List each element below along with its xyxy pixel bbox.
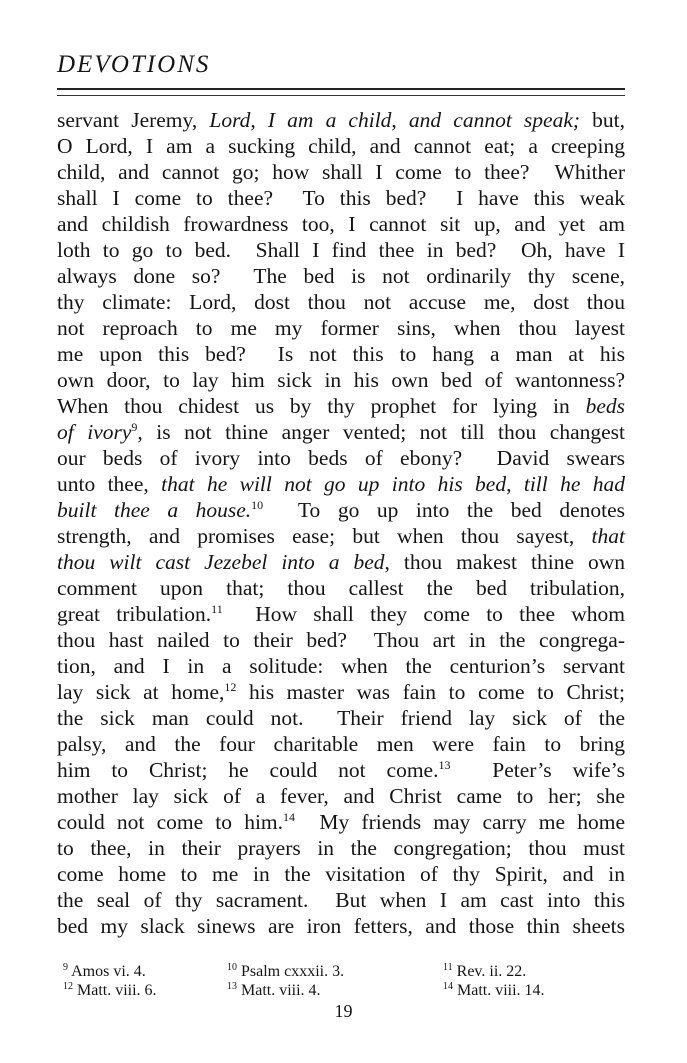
text-span: , bbox=[250, 108, 268, 132]
text-span: strength, and promises ease; but when thou sayest, bbox=[57, 524, 592, 548]
footnote-reference: Matt. viii. 4. bbox=[237, 982, 321, 999]
footnote-number: 14 bbox=[443, 981, 453, 992]
footnote bbox=[227, 981, 321, 1000]
text-span: , is not thine anger vented; not till thou changest bbox=[137, 420, 626, 444]
text-line bbox=[57, 783, 625, 809]
text-span: child, and cannot go; how shall I come to thee? Whither bbox=[57, 160, 625, 184]
header-rule-thin bbox=[57, 95, 625, 96]
footnote-number: 12 bbox=[63, 981, 73, 992]
italic-span: built thee a house. bbox=[57, 498, 252, 522]
text-span: How shall they come to thee whom bbox=[222, 602, 625, 626]
text-line bbox=[57, 809, 625, 835]
footnote-marker: 9 bbox=[131, 420, 138, 434]
text-line bbox=[57, 887, 625, 913]
italic-span: I am a child bbox=[267, 108, 392, 132]
footnote-number: 10 bbox=[227, 962, 237, 973]
text-line bbox=[57, 419, 625, 445]
text-span: Peter’s wife’s bbox=[450, 758, 625, 782]
text-line bbox=[57, 393, 625, 419]
italic-span: of ivory bbox=[57, 420, 132, 444]
italic-span: and cannot speak; bbox=[408, 108, 581, 132]
text-line bbox=[57, 679, 625, 705]
italic-span: thou wilt cast Jezebel into a bed bbox=[57, 550, 385, 574]
text-line bbox=[57, 835, 625, 861]
text-line bbox=[57, 159, 625, 185]
italic-span: that he will not go up into his bed bbox=[161, 472, 507, 496]
text-span: , bbox=[391, 108, 409, 132]
footnote-marker: 11 bbox=[211, 602, 223, 616]
body-text bbox=[57, 107, 625, 939]
footnote-reference: Matt. viii. 14. bbox=[453, 982, 545, 999]
footnote-reference: Amos vi. 4. bbox=[68, 963, 146, 980]
italic-span: beds bbox=[585, 394, 625, 418]
text-line bbox=[57, 445, 625, 471]
running-head: DEVOTIONS bbox=[57, 51, 211, 78]
text-line bbox=[57, 601, 625, 627]
text-span: lay sick at home, bbox=[57, 680, 225, 704]
text-line bbox=[57, 341, 625, 367]
italic-span: till he had bbox=[523, 472, 626, 496]
text-span: our beds of ivory into beds of ebony? David swears bbox=[57, 446, 625, 470]
text-line bbox=[57, 705, 625, 731]
page-number: 19 bbox=[334, 1001, 353, 1021]
text-span: O Lord, I am a sucking child, and cannot eat; a creeping bbox=[57, 134, 625, 158]
text-span: shall I come to thee? To this bed? I have this weak bbox=[57, 186, 625, 210]
text-line bbox=[57, 315, 625, 341]
text-span: tion, and I in a solitude: when the centurion’s servant bbox=[57, 654, 625, 678]
footnote-reference: Matt. viii. 6. bbox=[73, 982, 157, 999]
text-line bbox=[57, 861, 625, 887]
footnote bbox=[443, 962, 526, 981]
footnote-marker: 10 bbox=[251, 498, 264, 512]
footnote-row bbox=[57, 962, 625, 981]
text-line bbox=[57, 263, 625, 289]
text-span: always done so? The bed is not ordinarily thy scene, bbox=[57, 264, 625, 288]
text-span: the sick man could not. Their friend lay sick of the bbox=[57, 706, 625, 730]
text-line bbox=[57, 627, 625, 653]
text-span: palsy, and the four charitable men were fain to bring bbox=[57, 732, 625, 756]
text-span: servant Jeremy, bbox=[57, 108, 210, 132]
text-span: but, bbox=[580, 108, 625, 132]
text-line bbox=[57, 185, 625, 211]
text-span: and childish frowardness too, I cannot sit up, and yet am bbox=[57, 212, 625, 236]
footnote-marker: 14 bbox=[283, 810, 296, 824]
text-span: me upon this bed? Is not this to hang a man at his bbox=[57, 342, 625, 366]
footnote bbox=[63, 962, 146, 981]
text-span: loth to go to bed. Shall I find thee in bed? Oh, have I bbox=[57, 238, 625, 262]
text-span: come home to me in the visitation of thy Spirit, and in bbox=[57, 862, 625, 886]
text-span: , thou makest thine own bbox=[384, 550, 626, 574]
text-line bbox=[57, 523, 625, 549]
text-span: My friends may carry me home bbox=[295, 810, 625, 834]
text-line bbox=[57, 289, 625, 315]
footnote-reference: Rev. ii. 22. bbox=[452, 963, 527, 980]
footnote bbox=[443, 981, 545, 1000]
text-line bbox=[57, 757, 625, 783]
text-span: When thou chidest us by thy prophet for lying in bbox=[57, 394, 586, 418]
text-span: could not come to him. bbox=[57, 810, 284, 834]
header-rule-thick bbox=[57, 88, 625, 90]
footnote-row bbox=[57, 981, 625, 1000]
text-span: him to Christ; he could not come. bbox=[57, 758, 439, 782]
text-span: to thee, in their prayers in the congregation; thou must bbox=[57, 836, 625, 860]
footnote bbox=[63, 981, 157, 1000]
footnote-reference: Psalm cxxxii. 3. bbox=[237, 963, 345, 980]
italic-span: that bbox=[591, 524, 625, 548]
text-line bbox=[57, 913, 625, 939]
text-span: great tribulation. bbox=[57, 602, 212, 626]
text-line bbox=[57, 211, 625, 237]
text-span: mother lay sick of a fever, and Christ came to her; she bbox=[57, 784, 625, 808]
footnote-marker: 12 bbox=[224, 680, 237, 694]
text-span: the seal of thy sacrament. But when I am cast into this bbox=[57, 888, 625, 912]
text-line bbox=[57, 497, 625, 523]
footnote-number: 13 bbox=[227, 981, 237, 992]
text-span: To go up into the bed denotes bbox=[263, 498, 625, 522]
text-line bbox=[57, 107, 625, 133]
text-span: own door, to lay him sick in his own bed of wantonness? bbox=[57, 368, 625, 392]
text-span: thy climate: Lord, dost thou not accuse me, dost thou bbox=[57, 290, 625, 314]
footnote-number: 11 bbox=[443, 962, 453, 973]
text-line bbox=[57, 133, 625, 159]
text-line bbox=[57, 367, 625, 393]
text-line bbox=[57, 237, 625, 263]
text-span: comment upon that; thou callest the bed tribulation, bbox=[57, 576, 625, 600]
text-span: not reproach to me my former sins, when thou layest bbox=[57, 316, 625, 340]
text-line bbox=[57, 653, 625, 679]
text-line bbox=[57, 549, 625, 575]
footnote-marker: 13 bbox=[438, 758, 451, 772]
italic-span: Lord bbox=[209, 108, 251, 132]
text-span: his master was fain to come to Christ; bbox=[236, 680, 625, 704]
text-span: , bbox=[506, 472, 524, 496]
text-line bbox=[57, 731, 625, 757]
text-span: unto thee, bbox=[57, 472, 162, 496]
text-line bbox=[57, 471, 625, 497]
footnote-number: 9 bbox=[63, 962, 68, 973]
text-span: thou hast nailed to their bed? Thou art in the congrega- bbox=[57, 628, 625, 652]
text-line bbox=[57, 575, 625, 601]
footnotes bbox=[57, 962, 625, 1000]
footnote bbox=[227, 962, 344, 981]
text-span: bed my slack sinews are iron fetters, and those thin sheets bbox=[57, 914, 625, 938]
